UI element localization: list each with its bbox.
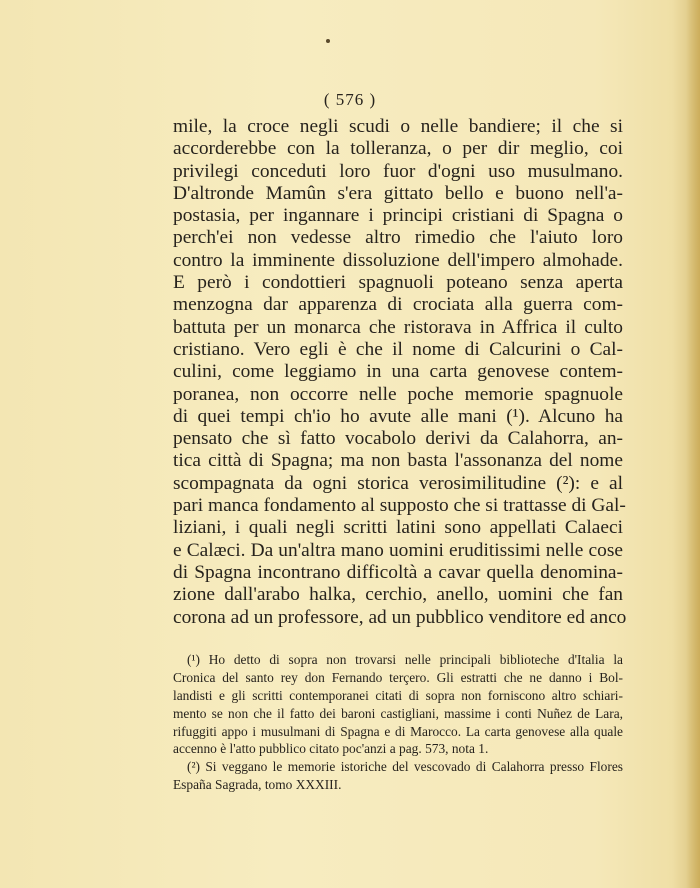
body-line: D'altronde Mamûn s'era gittato bello e buono nell'a-: [173, 182, 623, 204]
footnote-line: (²) Si veggano le memorie istoriche del vescovado di Calahorra presso Flores: [187, 759, 623, 775]
page-number: ( 576 ): [323, 90, 377, 109]
footnote-line: accenno è l'atto pubblico citato poc'anzi a pag. 573, nota 1.: [173, 741, 489, 757]
body-line: accorderebbe con la tolleranza, o per dir meglio, coi: [173, 138, 623, 160]
ink-speck: [326, 39, 330, 43]
body-line: contro la imminente dissoluzione dell'impero almohade.: [173, 249, 623, 271]
body-line: menzogna dar apparenza di crociata alla guerra com-: [173, 294, 623, 316]
body-line: liziani, i quali negli scritti latini sono appellati Calaeci: [173, 517, 623, 539]
body-line: pari manca fondamento al supposto che si trattasse di Gal-: [173, 495, 626, 517]
body-line: mile, la croce negli scudi o nelle bandiere; il che si: [173, 116, 623, 137]
footnote-line: landisti e gli scritti contemporanei citati di sopra non forniscono altro schiari-: [173, 687, 623, 703]
body-line: battuta per un monarca che ristorava in Affrica il culto: [173, 316, 623, 338]
body-line: E però i condottieri spagnuoli poteano senza aperta: [173, 272, 623, 294]
body-text: [173, 116, 627, 629]
footnotes: [173, 651, 623, 794]
body-line: pensato che sì fatto vocabolo derivi da Calahorra, an-: [173, 428, 623, 450]
body-line: zione dall'arabo halka, cerchio, anello, uomini che fan: [173, 584, 623, 606]
body-line: perch'ei non vedesse altro rimedio che l'aiuto loro: [173, 227, 623, 249]
footnote-line: España Sagrada, tomo XXXIII.: [173, 777, 342, 793]
footnote-line: mento se non che il fatto dei baroni castigliani, massime i conti Nuñez de Lara,: [173, 705, 623, 721]
body-line: corona ad un professore, ad un pubblico venditore ed anco: [173, 606, 627, 628]
body-line: di Spagna incontrano difficoltà a cavar quella denomina-: [173, 561, 623, 583]
body-line: culini, come leggiamo in una carta genovese contem-: [173, 361, 623, 383]
body-line: tica città di Spagna; ma non basta l'assonanza del nome: [173, 450, 623, 472]
body-line: postasia, per ingannare i principi cristiani di Spagna o: [173, 205, 623, 227]
footnote-2: [173, 758, 623, 794]
body-line: privilegi conceduti loro fuor d'ogni uso musulmano.: [173, 160, 623, 182]
page-edge-shadow: [686, 0, 700, 888]
body-line: cristiano. Vero egli è che il nome di Calcurini o Cal-: [173, 338, 623, 360]
footnote-line: (¹) Ho detto di sopra non trovarsi nelle principali biblioteche d'Italia la: [187, 652, 623, 667]
footnote-line: rifuggiti appo i musulmani di Spagna e di Marocco. La carta genovese alla quale: [173, 723, 623, 739]
footnote-line: Cronica del santo rey don Fernando terçero. Gli estratti che ne danno i Bol-: [173, 669, 623, 685]
body-line: poranea, non occorre nelle poche memorie spagnuole: [173, 383, 623, 405]
body-line: scompagnata da ogni storica verosimilitudine (²): e al: [173, 472, 623, 494]
body-line: e Calæci. Da un'altra mano uomini eruditissimi nelle cose: [173, 539, 623, 561]
footnote-1: [173, 651, 623, 758]
body-line: di quei tempi ch'io ho avute alle mani (¹). Alcuno ha: [173, 405, 623, 427]
